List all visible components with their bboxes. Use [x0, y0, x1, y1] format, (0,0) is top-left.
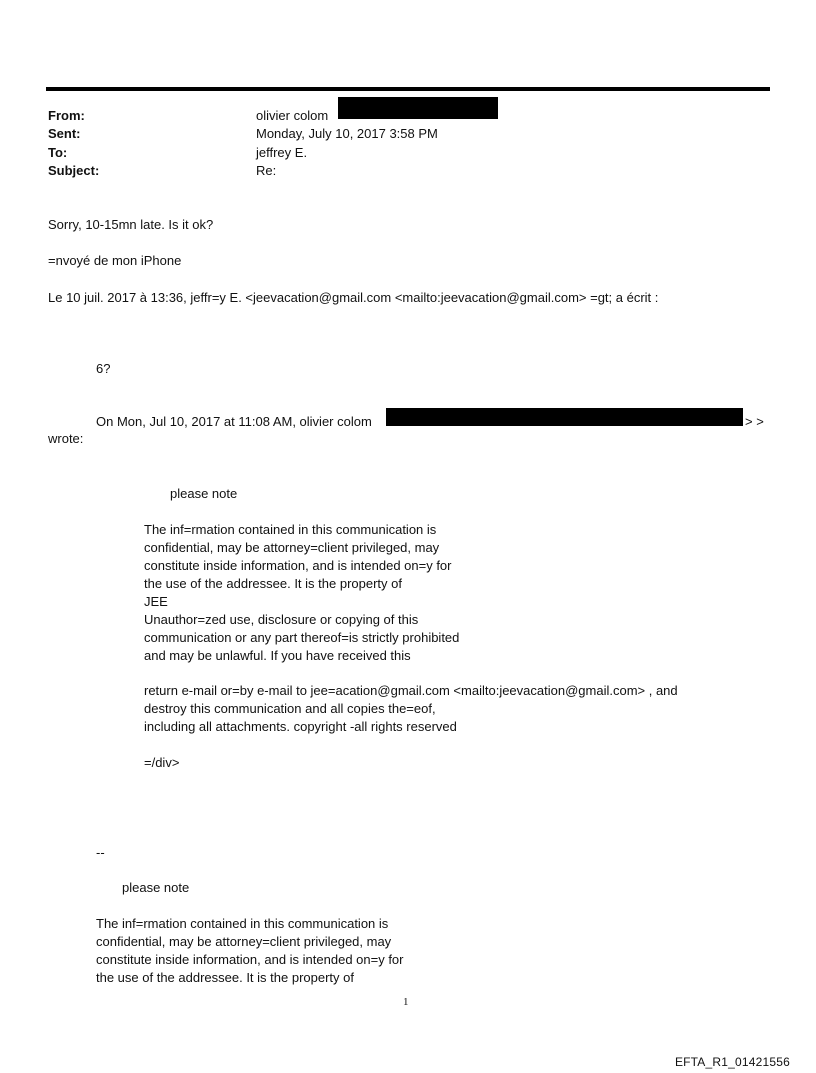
- page-number: 1: [403, 996, 409, 1008]
- to-label: To:: [48, 145, 68, 160]
- notice1-line: confidential, may be attorney=client privileged, may: [144, 540, 440, 555]
- sent-value: Monday, July 10, 2017 3:58 PM: [256, 126, 438, 141]
- body-line-envoye: =nvoyé de mon iPhone: [48, 253, 182, 268]
- notice1-line: and may be unlawful. If you have received this: [144, 648, 411, 663]
- notice1-line: The inf=rmation contained in this communication is: [144, 522, 437, 537]
- notice1-line: destroy this communication and all copies the=eof,: [144, 701, 436, 716]
- redaction-box: [386, 408, 743, 426]
- from-label: From:: [48, 108, 85, 123]
- body-wrote: wrote:: [48, 431, 84, 446]
- notice2-title: please note: [122, 880, 190, 895]
- div-close-line: =/div>: [144, 755, 180, 770]
- notice2-paragraph: [96, 915, 404, 987]
- bates-number: EFTA_R1_01421556: [674, 1055, 790, 1069]
- notice1-paragraph-b: [144, 682, 678, 736]
- notice1-line: Unauthor=zed use, disclosure or copying of this: [144, 612, 419, 627]
- body-on-mon-tail: > >: [745, 414, 764, 429]
- notice1-line: JEE: [144, 594, 168, 609]
- notice2-line: confidential, may be attorney=client privileged, may: [96, 934, 392, 949]
- notice2-line: the use of the addressee. It is the property of: [96, 970, 354, 985]
- notice1-line: return e-mail or=by e-mail to jee=acation@gmail.com <mailto:jeevacation@gmail.com> , and: [144, 683, 678, 698]
- subject-value: Re:: [256, 163, 277, 178]
- subject-label: Subject:: [48, 163, 100, 178]
- signature-separator: --: [96, 845, 105, 860]
- notice1-paragraph: [144, 521, 459, 665]
- notice1-line: including all attachments. copyright -all rights reserved: [144, 719, 457, 734]
- body-line-six: 6?: [96, 361, 111, 376]
- sent-label: Sent:: [48, 126, 81, 141]
- notice2-line: The inf=rmation contained in this communication is: [96, 916, 389, 931]
- body-quote-header: Le 10 juil. 2017 à 13:36, jeffr=y E. <jeevacation@gmail.com <mailto:jeevacation@gmail.com> =gt; a écrit :: [48, 290, 659, 305]
- redaction-box: [338, 97, 498, 119]
- from-value: olivier colom: [256, 108, 329, 123]
- header-rule: [46, 87, 770, 91]
- notice1-title: please note: [170, 486, 238, 501]
- notice1-line: communication or any part thereof=is strictly prohibited: [144, 630, 460, 645]
- notice1-line: constitute inside information, and is intended on=y for: [144, 558, 452, 573]
- body-line-sorry: Sorry, 10-15mn late. Is it ok?: [48, 217, 214, 232]
- body-on-mon-line: On Mon, Jul 10, 2017 at 11:08 AM, olivier colom: [96, 414, 372, 429]
- notice1-line: the use of the addressee. It is the property of: [144, 576, 402, 591]
- notice2-line: constitute inside information, and is intended on=y for: [96, 952, 404, 967]
- to-value: jeffrey E.: [256, 145, 308, 160]
